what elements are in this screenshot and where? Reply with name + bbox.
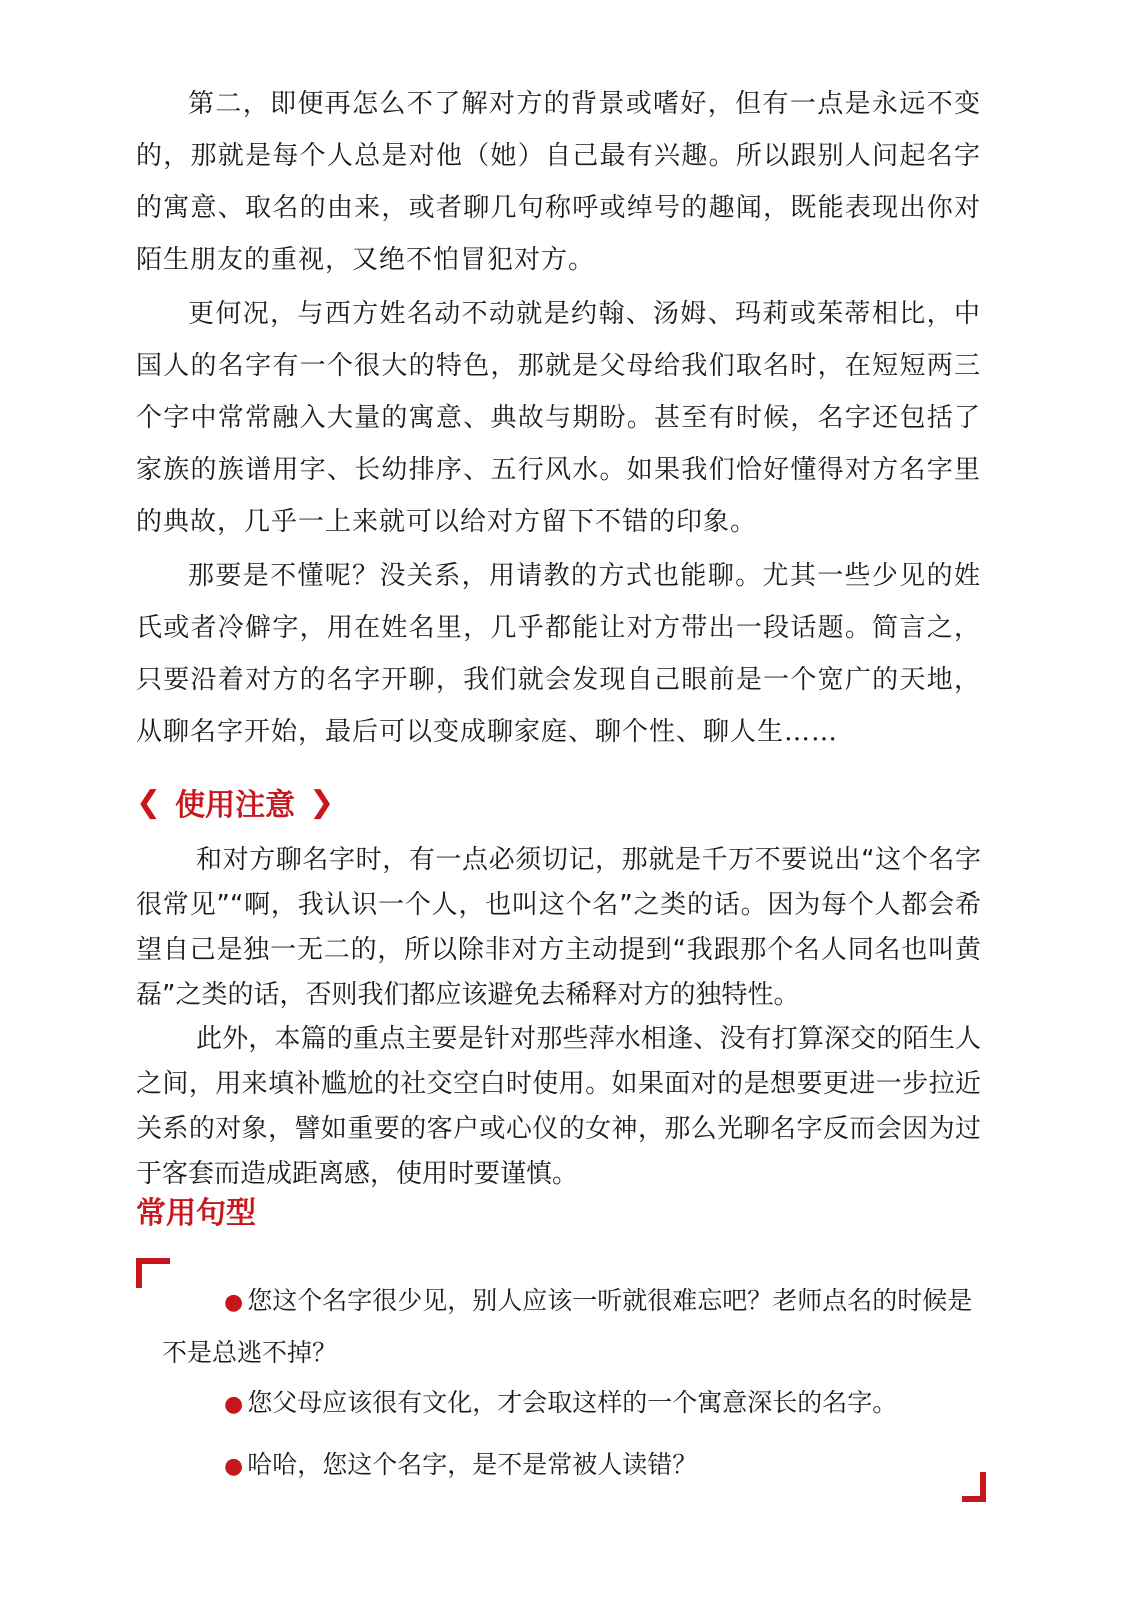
body-paragraph: 那要是不懂呢？没关系，用请教的方式也能聊。尤其一些少见的姓氏或者冷僻字，用在姓名里，几乎都能让对方带出一段话题。简言之，只要沿着对方的名字开聊，我们就会发现自己眼前是一个宽广的天地，从聊名字开始，最后可以变成聊家庭、聊个性、聊人生…… [136,561,981,747]
usage-note-paragraph: 此外，本篇的重点主要是针对那些萍水相逢、没有打算深交的陌生人之间，用来填补尴尬的社交空白时使用。如果面对的是想要更进一步拉近关系的对象，譬如重要的客户或心仪的女神，那么光聊名字反而会因为过于客套而造成距离感，使用时要谨慎。 [136,1024,981,1189]
chevron-left-icon: ❮ [136,784,162,820]
pattern-sentence-text: 您父母应该很有文化，才会取这样的一个寓意深长的名字。 [247,1388,898,1417]
chevron-right-icon: ❯ [309,784,335,820]
usage-notes-heading [136,780,334,824]
body-paragraph: 第二，即便再怎么不了解对方的背景或嗜好，但有一点是永远不变的，那就是每个人总是对他（她）自己最有兴趣。所以跟别人问起名字的寓意、取名的由来，或者聊几句称呼或绰号的趣闻，既能表现出你对陌生朋友的重视，又绝不怕冒犯对方。 [136,89,981,275]
common-patterns-heading: 常用句型 [136,1196,256,1231]
pattern-sentence [224,1378,984,1430]
pattern-sentence-text: 您这个名字很少见，别人应该一听就很难忘吧？老师点名的时候是不是总逃不掉？ [162,1286,973,1367]
bullet-icon: ● [224,1454,244,1479]
bullet-icon: ● [224,1290,244,1315]
corner-bracket-bottom-right [962,1472,986,1502]
body-paragraph: 更何况，与西方姓名动不动就是约翰、汤姆、玛莉或茱蒂相比，中国人的名字有一个很大的特色，那就是父母给我们取名时，在短短两三个字中常常融入大量的寓意、典故与期盼。甚至有时候，名字还包括了家族的族谱用字、长幼排序、五行风水。如果我们恰好懂得对方名字里的典故，几乎一上来就可以给对方留下不错的印象。 [136,299,981,537]
pattern-sentence [162,1276,992,1378]
usage-note-paragraph: 和对方聊名字时，有一点必须切记，那就是千万不要说出“这个名字很常见”“啊，我认识一个人，也叫这个名”之类的话。因为每个人都会希望自己是独一无二的，所以除非对方主动提到“我跟那个名人同名也叫黄磊”之类的话，否则我们都应该避免去稀释对方的独特性。 [136,845,981,1010]
pattern-sentence [224,1440,984,1492]
usage-notes-title: 使用注意 [175,788,296,823]
pattern-sentence-text: 哈哈，您这个名字，是不是常被人读错？ [247,1450,698,1479]
bullet-icon: ● [224,1392,244,1417]
